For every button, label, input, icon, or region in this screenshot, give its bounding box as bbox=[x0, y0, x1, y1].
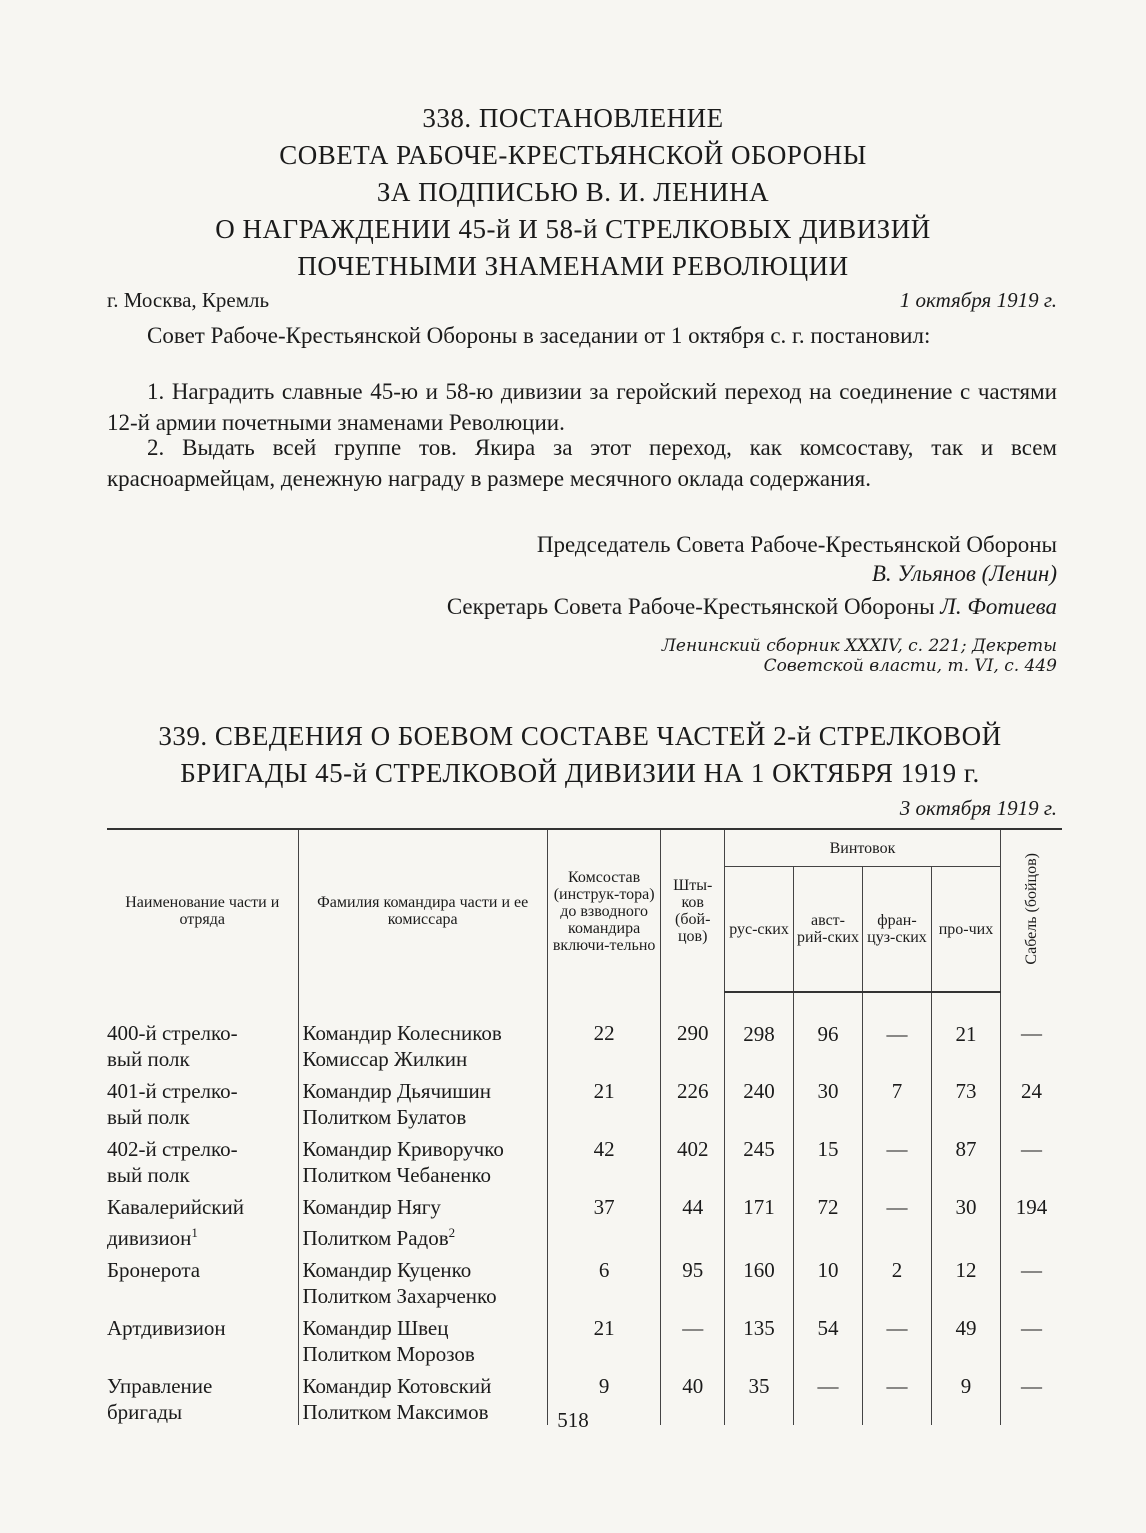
commissar-line: Политком Чебаненко bbox=[302, 1163, 491, 1187]
doc338-paragraph: 2. Выдать всей группе тов. Якира за этот переход, как комсоставу, так и всем красноармейцам, денежную награду в размере месячного оклада содержания. bbox=[107, 435, 1057, 491]
doc339-date: 3 октября 1919 г. bbox=[899, 796, 1057, 820]
commander-cell bbox=[298, 1130, 547, 1188]
bayonets-cell: 95 bbox=[661, 1251, 725, 1309]
header-french: фран-цуз-ских bbox=[862, 867, 931, 993]
other-cell: 49 bbox=[931, 1309, 1000, 1367]
doc338-paragraph: 1. Наградить славные 45-ю и 58-ю дивизии за геройский переход на соединение с частями 12-й армии почетными знаменами Революции. bbox=[107, 379, 1057, 435]
austrian-cell: 54 bbox=[794, 1309, 863, 1367]
russian-cell: 298 bbox=[725, 992, 794, 1072]
commander-line: Командир Швец bbox=[302, 1316, 449, 1340]
doc338-title-line: СОВЕТА РАБОЧЕ-КРЕСТЬЯНСКОЙ ОБОРОНЫ bbox=[279, 140, 867, 170]
page-number: 518 bbox=[557, 1408, 589, 1432]
doc338-date: 1 октября 1919 г. bbox=[899, 288, 1057, 312]
doc338-title-line: ЗА ПОДПИСЬЮ В. И. ЛЕНИНА bbox=[376, 177, 770, 207]
doc338-source bbox=[107, 636, 1057, 676]
table-row bbox=[107, 1188, 1062, 1251]
combat-strength-table bbox=[107, 828, 1062, 1425]
komsostav-cell: 21 bbox=[547, 1072, 661, 1130]
commissar-line bbox=[303, 1220, 547, 1251]
komsostav-cell: 21 bbox=[547, 1309, 661, 1367]
doc338-title bbox=[90, 100, 1056, 285]
header-commander: Фамилия командира части и ее комиссара bbox=[298, 829, 547, 992]
komsostav-cell: 9 bbox=[547, 1367, 661, 1425]
doc338-title-line: 338. ПОСТАНОВЛЕНИЕ bbox=[422, 103, 724, 133]
commander-cell bbox=[298, 992, 547, 1072]
french-cell: — bbox=[862, 1188, 931, 1251]
russian-cell: 245 bbox=[725, 1130, 794, 1188]
doc339-title-line: БРИГАДЫ 45-й СТРЕЛКОВОЙ ДИВИЗИИ НА 1 ОКТЯБРЯ 1919 г. bbox=[180, 758, 980, 788]
unit-name-line: вый полк bbox=[107, 1105, 190, 1129]
bayonets-cell: 40 bbox=[661, 1367, 725, 1425]
doc338-title-line: О НАГРАЖДЕНИИ 45-й И 58-й СТРЕЛКОВЫХ ДИВИЗИЙ bbox=[215, 214, 931, 244]
doc338-place-date bbox=[107, 288, 1057, 313]
commissar-line: Политком Захарченко bbox=[302, 1284, 497, 1308]
russian-cell: 35 bbox=[725, 1367, 794, 1425]
header-austrian: авст-рий-ских bbox=[794, 867, 863, 993]
sabers-cell: 194 bbox=[1000, 1188, 1062, 1251]
source-line: Ленинский сборник XXXIV, с. 221; Декреты bbox=[661, 636, 1057, 656]
russian-cell: 135 bbox=[725, 1309, 794, 1367]
french-cell: 7 bbox=[862, 1072, 931, 1130]
french-cell: 2 bbox=[862, 1251, 931, 1309]
austrian-cell: — bbox=[794, 1367, 863, 1425]
unit-name-line: Управление bbox=[107, 1374, 213, 1398]
sabers-cell: — bbox=[1000, 1251, 1062, 1309]
other-cell: 87 bbox=[931, 1130, 1000, 1188]
signature-chairman-role: Председатель Совета Рабоче-Крестьянской Обороны bbox=[536, 532, 1057, 557]
unit-cell bbox=[107, 1309, 298, 1367]
table-row bbox=[107, 1309, 1062, 1367]
unit-cell bbox=[107, 1188, 298, 1251]
header-other: про-чих bbox=[931, 867, 1000, 993]
french-cell: — bbox=[862, 1367, 931, 1425]
commander-line: Командир Криворучко bbox=[302, 1137, 504, 1161]
other-cell: 12 bbox=[931, 1251, 1000, 1309]
russian-cell: 160 bbox=[725, 1251, 794, 1309]
sabers-cell: — bbox=[1000, 1130, 1062, 1188]
commissar-line: Политком Морозов bbox=[302, 1342, 475, 1366]
unit-name-line: 400-й стрелко- bbox=[107, 1021, 238, 1045]
header-unit: Наименование части и отряда bbox=[107, 829, 298, 992]
sabers-cell: — bbox=[1000, 1309, 1062, 1367]
russian-cell: 240 bbox=[725, 1072, 794, 1130]
source-line: Советской власти, т. VI, с. 449 bbox=[763, 656, 1057, 676]
commander-line: Командир Котовский bbox=[302, 1374, 492, 1398]
bayonets-cell: 226 bbox=[661, 1072, 725, 1130]
unit-name-line: Бронерота bbox=[107, 1258, 201, 1282]
komsostav-cell: 42 bbox=[547, 1130, 661, 1188]
other-cell: 30 bbox=[931, 1188, 1000, 1251]
header-bayonets: Шты-ков (бой-цов) bbox=[661, 829, 725, 992]
commander-line: Командир Нягу bbox=[302, 1195, 441, 1219]
unit-name-line: Кавалерийский bbox=[107, 1195, 244, 1219]
sabers-cell: 24 bbox=[1000, 1072, 1062, 1130]
sabers-cell: — bbox=[1000, 1367, 1062, 1425]
unit-name-line: бригады bbox=[107, 1400, 183, 1424]
commander-line: Командир Дьячишин bbox=[302, 1079, 491, 1103]
austrian-cell: 72 bbox=[794, 1188, 863, 1251]
unit-cell bbox=[107, 992, 298, 1072]
other-cell: 73 bbox=[931, 1072, 1000, 1130]
austrian-cell: 10 bbox=[794, 1251, 863, 1309]
austrian-cell: 30 bbox=[794, 1072, 863, 1130]
doc338-title-line: ПОЧЕТНЫМИ ЗНАМЕНАМИ РЕВОЛЮЦИИ bbox=[297, 251, 849, 281]
unit-name-line: Артдивизион bbox=[107, 1316, 226, 1340]
unit-cell bbox=[107, 1072, 298, 1130]
doc339-title bbox=[95, 718, 1065, 792]
table-row bbox=[107, 1072, 1062, 1130]
french-cell: — bbox=[862, 992, 931, 1072]
header-sabers bbox=[1000, 829, 1062, 992]
commander-cell bbox=[298, 1251, 547, 1309]
signature-secretary bbox=[107, 591, 1057, 622]
french-cell: — bbox=[862, 1130, 931, 1188]
doc339-title-line: 339. СВЕДЕНИЯ О БОЕВОМ СОСТАВЕ ЧАСТЕЙ 2-й СТРЕЛКОВОЙ bbox=[158, 721, 1002, 751]
header-russian: рус-ских bbox=[725, 867, 794, 993]
bayonets-cell: 44 bbox=[661, 1188, 725, 1251]
header-sabers-text: Сабель (бойцов) bbox=[1022, 853, 1040, 965]
bayonets-cell: 402 bbox=[661, 1130, 725, 1188]
commissar-text: Политком Радов bbox=[302, 1226, 449, 1250]
doc338-paragraph: Совет Рабоче-Крестьянской Обороны в заседании от 1 октября с. г. постановил: bbox=[147, 323, 931, 348]
unit-name-line bbox=[107, 1220, 298, 1251]
signature-chairman-name: В. Ульянов (Ленин) bbox=[871, 561, 1057, 586]
russian-cell: 171 bbox=[725, 1188, 794, 1251]
commissar-line: Политком Булатов bbox=[302, 1105, 467, 1129]
header-komsostav: Комсостав (инструк-тора) до взводного командира включи-тельно bbox=[547, 829, 661, 992]
commander-line: Командир Колесников bbox=[302, 1021, 502, 1045]
austrian-cell: 96 bbox=[794, 992, 863, 1072]
bayonets-cell: 290 bbox=[661, 992, 725, 1072]
komsostav-cell: 6 bbox=[547, 1251, 661, 1309]
unit-name-line: вый полк bbox=[107, 1163, 190, 1187]
unit-name-text: дивизион bbox=[107, 1226, 192, 1250]
unit-cell bbox=[107, 1251, 298, 1309]
table-row bbox=[107, 1251, 1062, 1309]
commander-cell bbox=[298, 1309, 547, 1367]
commander-line: Командир Куценко bbox=[302, 1258, 472, 1282]
commissar-line: Комиссар Жилкин bbox=[302, 1047, 468, 1071]
sabers-cell: — bbox=[1000, 992, 1062, 1072]
signature-secretary-name: Л. Фотиева bbox=[940, 594, 1057, 619]
komsostav-cell: 37 bbox=[547, 1188, 661, 1251]
unit-name-line: вый полк bbox=[107, 1047, 190, 1071]
header-rifles-group: Винтовок bbox=[725, 829, 1001, 867]
austrian-cell: 15 bbox=[794, 1130, 863, 1188]
footnote-marker: 1 bbox=[191, 1225, 198, 1240]
signature-secretary-role: Секретарь Совета Рабоче-Крестьянской Обороны bbox=[446, 594, 935, 619]
bayonets-cell: — bbox=[661, 1309, 725, 1367]
other-cell: 21 bbox=[931, 992, 1000, 1072]
french-cell: — bbox=[862, 1309, 931, 1367]
commander-cell bbox=[298, 1188, 547, 1251]
unit-name-line: 401-й стрелко- bbox=[107, 1079, 238, 1103]
footnote-marker: 2 bbox=[448, 1225, 456, 1240]
doc338-place: г. Москва, Кремль bbox=[107, 288, 270, 312]
commissar-line: Политком Максимов bbox=[302, 1400, 489, 1424]
komsostav-cell: 22 bbox=[547, 992, 661, 1072]
table-row bbox=[107, 1130, 1062, 1188]
unit-name-line: 402-й стрелко- bbox=[107, 1137, 238, 1161]
commander-cell bbox=[298, 1072, 547, 1130]
other-cell: 9 bbox=[931, 1367, 1000, 1425]
table-row bbox=[107, 992, 1062, 1072]
unit-cell bbox=[107, 1130, 298, 1188]
